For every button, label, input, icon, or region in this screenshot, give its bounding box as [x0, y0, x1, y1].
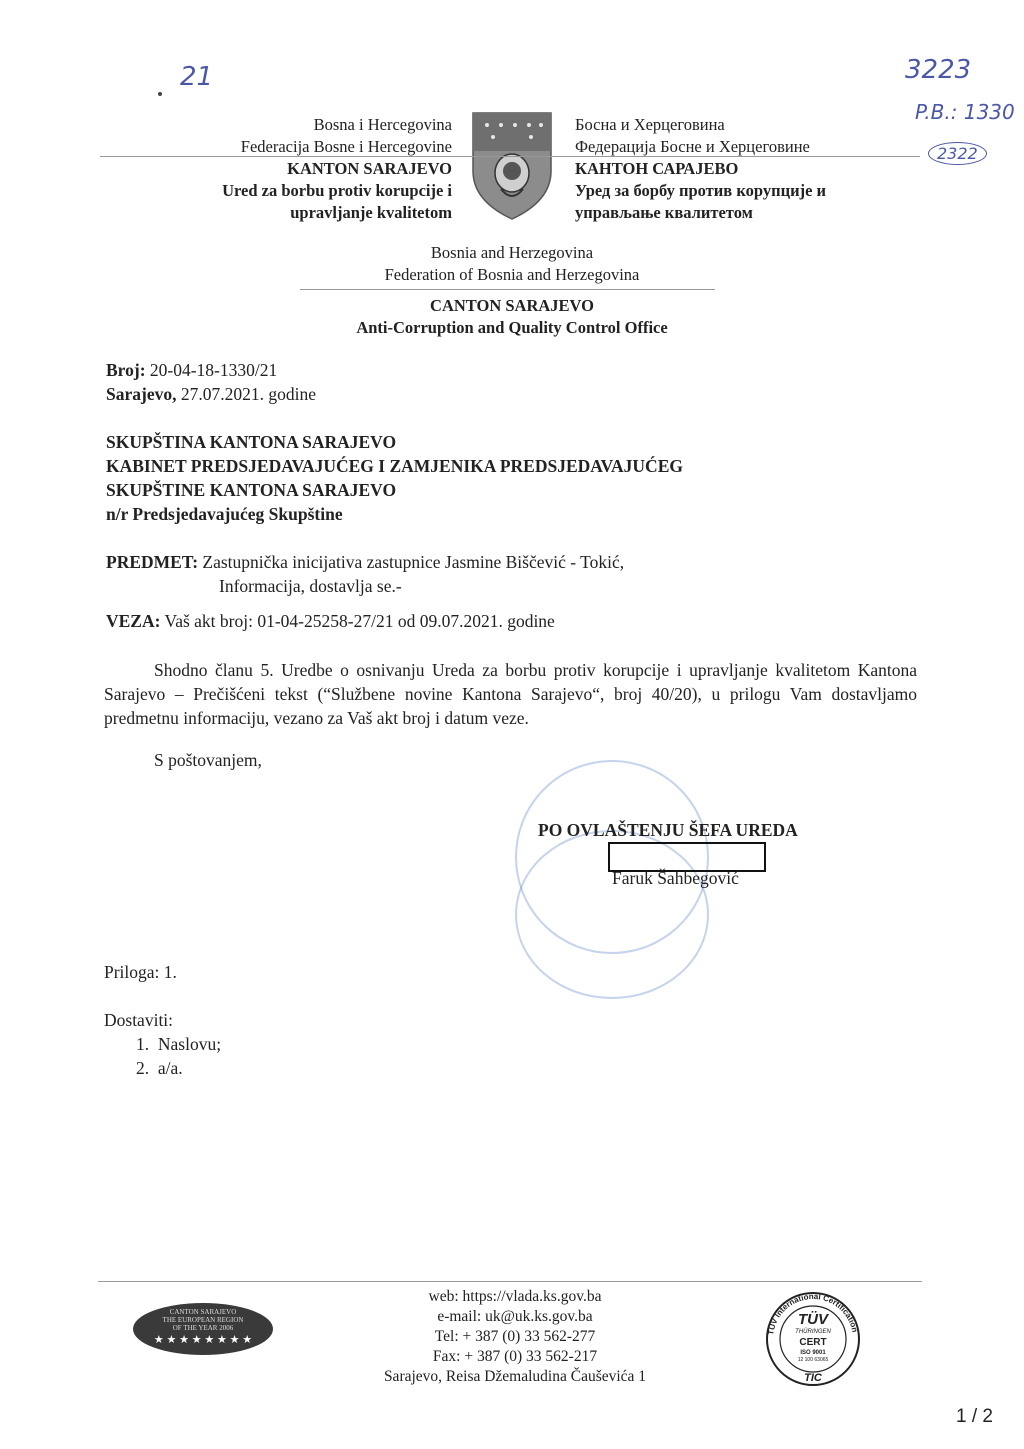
footer-web: web: https://vlada.ks.gov.ba	[428, 1288, 602, 1305]
footer-address: Sarajevo, Reisa Džemaludina Čauševića 1	[383, 1368, 647, 1385]
tuv-certification-badge	[758, 1287, 868, 1387]
subject-line1: Zastupnička inicijativa zastupnice Jasmine Biščević - Tokić,	[202, 552, 625, 572]
header-right-line2: Федерација Босне и Херцеговине	[575, 137, 810, 156]
badge-iso: ISO 9001	[800, 1350, 826, 1356]
veza-text: Vaš akt broj: 01-04-25258-27/21 od 09.07.2021. godine	[164, 611, 555, 631]
badge-stars-icon: ★ ★ ★ ★ ★ ★ ★ ★	[153, 1334, 253, 1346]
veza-label: VEZA:	[106, 611, 161, 631]
place-label: Sarajevo,	[106, 384, 177, 404]
date-value: 27.07.2021. godine	[180, 384, 316, 404]
badge-left-line3: OF THE YEAR 2006	[172, 1324, 234, 1332]
veza-block	[106, 609, 555, 633]
page-number: 1 / 2	[956, 1406, 993, 1427]
header-english-line4: Anti-Corruption and Quality Control Office	[356, 318, 668, 337]
header-left	[150, 114, 452, 224]
broj-label: Broj:	[106, 360, 146, 380]
header-right-line5: управљање квалитетом	[575, 203, 753, 222]
header-english	[0, 242, 1024, 286]
badge-left-line2: THE EUROPEAN REGION	[162, 1316, 244, 1324]
header-rule-middle	[300, 289, 715, 290]
badge-left-line1: CANTON SARAJEVO	[169, 1308, 237, 1316]
signature-title: PO OVLAŠTENJU ŠEFA UREDA	[538, 820, 798, 840]
header-left-line1: Bosna i Hercegovina	[313, 115, 452, 134]
footer-tel: Tel: + 387 (0) 33 562-277	[434, 1328, 596, 1345]
recipient-line2: KABINET PREDSJEDAVAJUĆEG I ZAMJENIKA PREDSJEDAVAJUĆEG	[106, 456, 683, 476]
closing: S poštovanjem,	[154, 750, 262, 770]
footer-contact	[300, 1287, 730, 1387]
recipient-line4: n/r Predsjedavajućeg Skupštine	[106, 504, 343, 524]
signature-name: Faruk Šahbegović	[612, 868, 739, 888]
footer-fax: Fax: + 387 (0) 33 562-217	[432, 1348, 598, 1365]
canton-award-badge	[133, 1303, 273, 1355]
header-english-line3: CANTON SARAJEVO	[430, 296, 594, 315]
body-paragraph: Shodno članu 5. Uredbe o osnivanju Ureda za borbu protiv korupcije i upravljanje kvalitetom Kantona Sarajevo – Prečišćeni tekst (“Službene novine Kantona Sarajevo“, broj 40/20), u prilogu Vam dostavljamo predmetnu informaciju, vezano za Vaš akt broj i datum veze.	[104, 660, 917, 728]
header-english-line2: Federation of Bosnia and Herzegovina	[384, 265, 640, 284]
header-left-line3: KANTON SARAJEVO	[287, 159, 452, 178]
reference-block	[106, 358, 316, 406]
recipient-line3: SKUPŠTINE KANTONA SARAJEVO	[106, 480, 397, 500]
subject-line2: Informacija, dostavlja se.-	[219, 576, 402, 596]
badge-brand: TÜV	[798, 1311, 828, 1328]
header-rule-top	[100, 156, 920, 157]
footer-email: e-mail: uk@uk.ks.gov.ba	[437, 1308, 593, 1325]
delivery-label: Dostaviti:	[104, 1010, 174, 1030]
header-right-line1: Босна и Херцеговина	[575, 115, 725, 134]
header-right	[575, 114, 895, 224]
header-left-line5: upravljanje kvalitetom	[290, 203, 452, 222]
badge-number: 12 100 63065	[797, 1357, 829, 1363]
header-left-line2: Federacija Bosne i Hercegovine	[240, 137, 452, 156]
recipient-block	[106, 430, 683, 526]
handwritten-note-top-right-1: 3223	[905, 55, 972, 85]
delivery-item-2: 2. a/a.	[136, 1058, 183, 1078]
subject-block	[106, 550, 906, 598]
handwritten-note-top-left: 21	[180, 62, 214, 92]
coat-of-arms-icon	[471, 111, 553, 221]
subject-label: PREDMET:	[106, 552, 199, 572]
badge-tic: TIC	[804, 1372, 822, 1384]
delivery-item-1: 1. Naslovu;	[136, 1034, 222, 1054]
badge-sub: THÜRINGEN	[795, 1329, 831, 1335]
header-right-line4: Уред за борбу против корупције и	[575, 181, 827, 200]
header-english-line1: Bosnia and Herzegovina	[430, 243, 594, 262]
header-left-line4: Ured za borbu protiv korupcije i	[222, 181, 452, 200]
header-right-line3: КАНТОН САРАЈЕВО	[575, 159, 739, 178]
handwritten-note-circled: 2322	[928, 142, 987, 165]
header-english-office	[0, 295, 1024, 339]
attachment: Priloga: 1.	[104, 962, 177, 982]
broj-value: 20-04-18-1330/21	[149, 360, 278, 380]
footer-rule	[98, 1281, 922, 1282]
handwritten-dot	[158, 92, 162, 96]
badge-ring-text: TÜV International Certification	[766, 1291, 860, 1336]
handwritten-note-top-right-2: P.B.: 1330	[915, 100, 1015, 124]
recipient-line1: SKUPŠTINA KANTONA SARAJEVO	[106, 432, 397, 452]
badge-cert: CERT	[799, 1337, 827, 1348]
